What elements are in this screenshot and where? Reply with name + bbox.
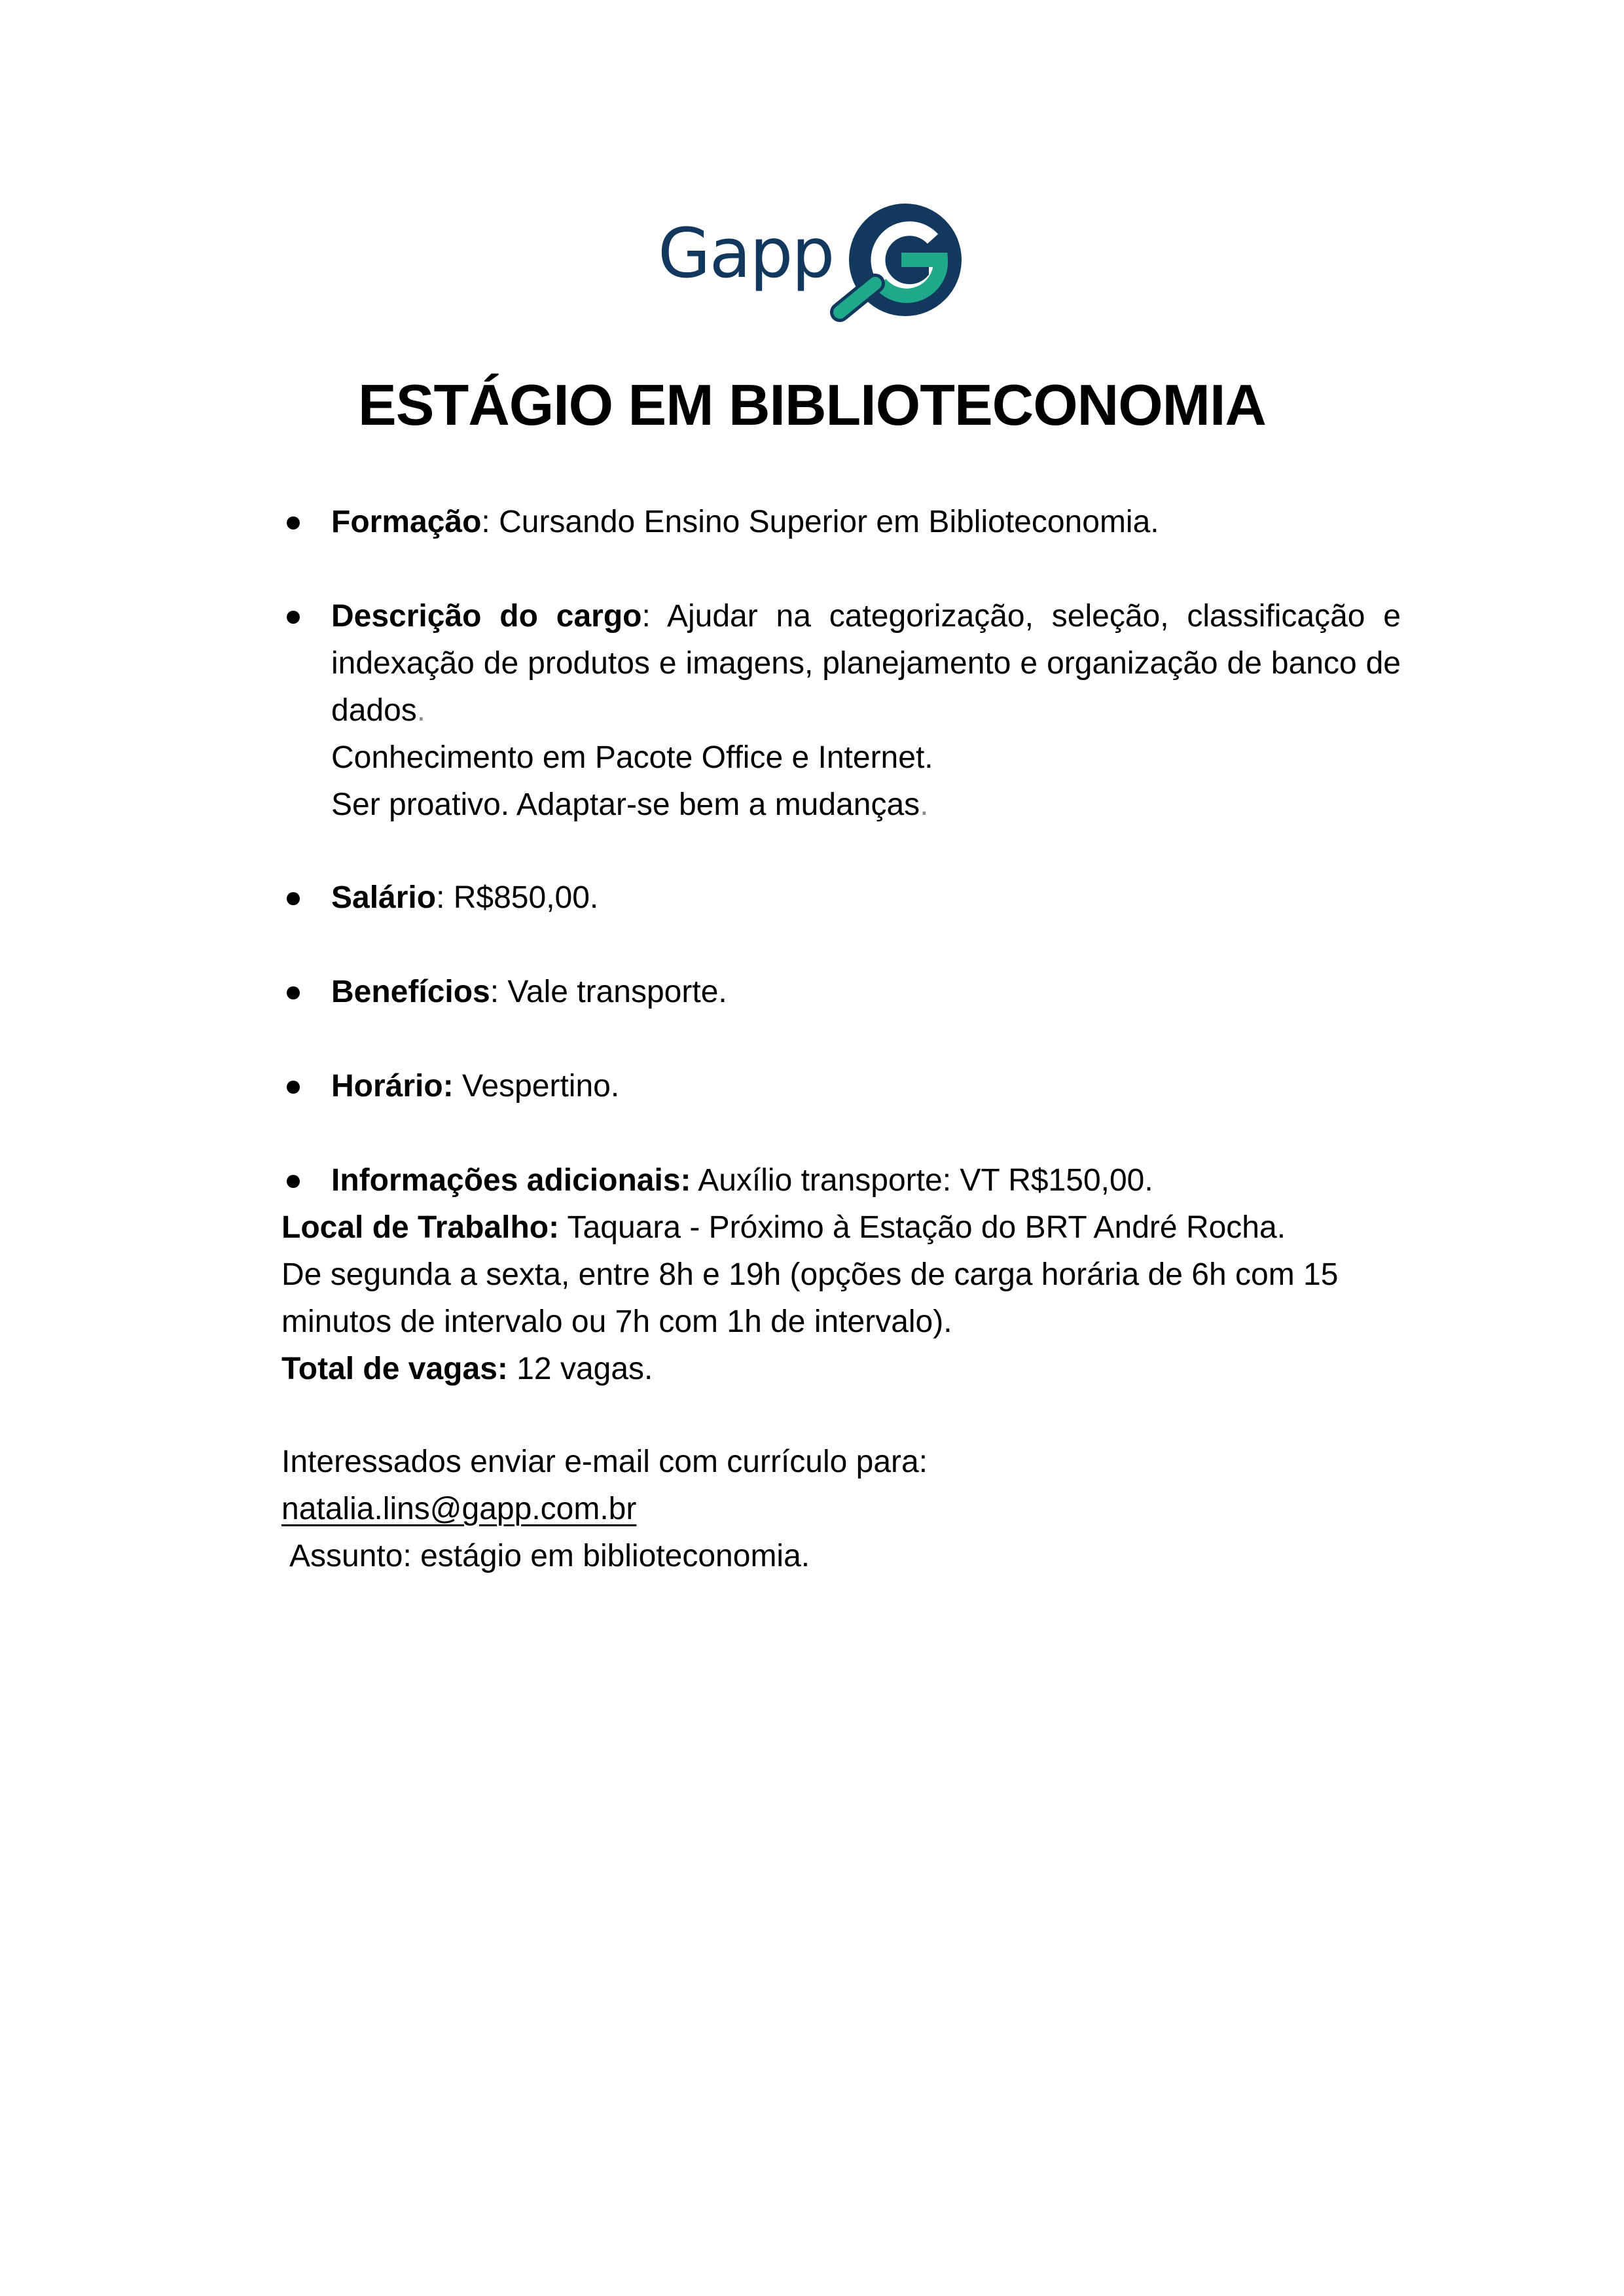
contact-intro: Interessados enviar e-mail com currículo para: — [281, 1444, 928, 1479]
list-item-descricao — [281, 593, 1401, 829]
vagas-line — [281, 1346, 1401, 1393]
descricao-line-3-end: . — [920, 787, 929, 822]
descricao-line-2: Conhecimento em Pacote Office e Internet. — [331, 740, 933, 775]
bullet-icon — [287, 516, 300, 529]
beneficios-text: Vale transporte. — [507, 975, 727, 1009]
horario-block — [281, 1063, 1401, 1110]
descricao-block — [281, 593, 1401, 829]
formacao-label: Formação — [331, 505, 482, 539]
descricao-paragraph — [331, 593, 1401, 734]
schedule-text: De segunda a sexta, entre 8h e 19h (opções de carga horária de 6h com 15 minutos de intervalo ou 7h com 1h de intervalo). — [281, 1257, 1339, 1339]
informacoes-block — [281, 1157, 1401, 1393]
descricao-text: Ajudar na categorização, seleção, classificação e indexação de produtos e imagens, planejamento e organização de banco de dados — [331, 599, 1401, 728]
local-label: Local de Trabalho: — [281, 1210, 560, 1245]
bullet-icon — [287, 986, 300, 999]
descricao-label: Descrição do cargo — [331, 599, 642, 634]
local-line — [281, 1204, 1401, 1251]
descricao-sep: : — [641, 599, 667, 634]
descricao-line-3-text: Ser proativo. Adaptar-se bem a mudanças — [331, 787, 920, 822]
informacoes-text: Auxílio transporte: VT R$150,00. — [691, 1163, 1153, 1198]
bullet-icon — [287, 1175, 300, 1188]
contact-email-link[interactable]: natalia.lins@gapp.com.br — [281, 1492, 637, 1526]
vagas-label: Total de vagas: — [281, 1352, 508, 1386]
formacao-sep: : — [481, 505, 499, 539]
list-item-salario — [281, 874, 1401, 922]
beneficios-block — [281, 969, 1401, 1016]
logo-wordmark: Gapp — [658, 213, 834, 293]
informacoes-label: Informações adicionais: — [331, 1163, 691, 1198]
contact-block — [281, 1439, 1401, 1580]
local-text: Taquara - Próximo à Estação do BRT André Rocha. — [559, 1210, 1286, 1245]
requirements-list — [281, 499, 1401, 546]
list-item-informacoes — [281, 1157, 1401, 1204]
descricao-line-3 — [331, 781, 1401, 829]
bullet-icon — [287, 611, 300, 624]
horario-text: Vespertino. — [453, 1069, 620, 1103]
formacao-text: Cursando Ensino Superior em Biblioteconomia. — [499, 505, 1159, 539]
salario-text: R$850,00. — [453, 880, 599, 915]
list-item-horario — [281, 1063, 1401, 1110]
salario-block — [281, 874, 1401, 922]
vagas-text: 12 vagas. — [507, 1352, 653, 1386]
list-item-beneficios — [281, 969, 1401, 1016]
bullet-icon — [287, 1081, 300, 1094]
beneficios-label: Benefícios — [331, 975, 490, 1009]
page-title: ESTÁGIO EM BIBLIOTECONOMIA — [358, 372, 1266, 437]
list-item-formacao — [281, 499, 1401, 546]
bullet-icon — [287, 892, 300, 905]
contact-subject: Assunto: estágio em biblioteconomia. — [289, 1539, 810, 1573]
salario-label: Salário — [331, 880, 437, 915]
gapp-logo — [658, 200, 972, 327]
salario-sep: : — [436, 880, 454, 915]
beneficios-sep: : — [490, 975, 508, 1009]
horario-label: Horário: — [331, 1069, 454, 1103]
descricao-text-end: . — [416, 693, 426, 728]
